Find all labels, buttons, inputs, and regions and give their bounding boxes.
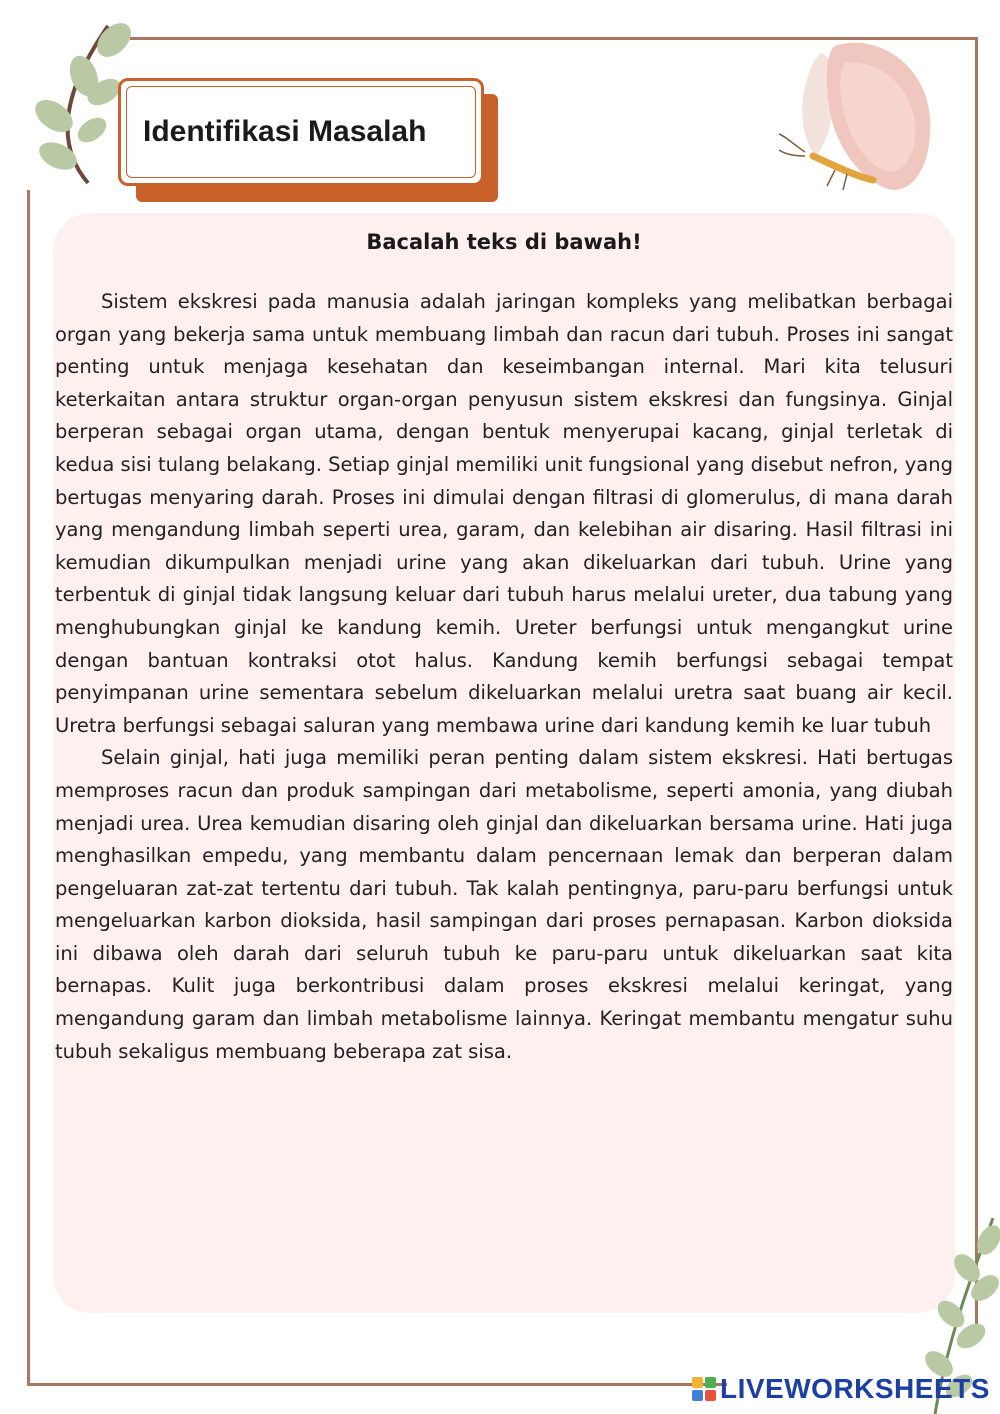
leaf-branch-icon (18, 18, 133, 188)
paragraph-2: Selain ginjal, hati juga memiliki peran penting dalam sistem ekskresi. Hati bertugas memproses racun dan produk sampingan dari metabolisme, seperti amonia, yang diubah menjadi urea. Urea kemudian disaring oleh ginjal dan dikeluarkan bersama urine. Hati juga menghasilkan empedu, yang membantu dalam pencernaan lemak dan berperan dalam pengeluaran zat-zat tertentu dari tubuh. Tak kalah pentingnya, paru-paru berfungsi untuk mengeluarkan karbon dioksida, hasil sampingan dari proses pernapasan. Karbon dioksida ini dibawa oleh darah dari seluruh tubuh ke paru-paru untuk dikeluarkan saat kita bernapas. Kulit juga berkontribusi dalam proses ekskresi melalui keringat, yang mengandung garam dan limbah metabolisme lainnya. Keringat membantu mengatur suhu tubuh sekaligus membuang beberapa zat sisa. (55, 746, 953, 1063)
frame-line-right (975, 37, 978, 1337)
page-title: Identifikasi Masalah (126, 86, 476, 178)
butterfly-icon (775, 38, 955, 208)
brand-text: LIVEWORKSHEETS (720, 1373, 990, 1404)
reading-heading: Bacalah teks di bawah! (366, 230, 642, 254)
frame-line-bottom (27, 1383, 727, 1386)
reading-text (55, 286, 953, 1068)
frame-line-left (27, 190, 30, 1385)
liveworksheets-logo (692, 1374, 990, 1404)
logo-blocks-icon (692, 1377, 716, 1401)
paragraph-1: Sistem ekskresi pada manusia adalah jaringan kompleks yang melibatkan berbagai organ yang bekerja sama untuk membuang limbah dan racun dari tubuh. Proses ini sangat penting untuk menjaga kesehatan dan keseimbangan internal. Mari kita telusuri keterkaitan antara struktur organ-organ penyusun sistem ekskresi dan fungsinya. Ginjal berperan sebagai organ utama, dengan bentuk menyerupai kacang, ginjal terletak di kedua sisi tulang belakang. Setiap ginjal memiliki unit fungsional yang disebut nefron, yang bertugas menyaring darah. Proses ini dimulai dengan filtrasi di glomerulus, di mana darah yang mengandung limbah seperti urea, garam, dan kelebihan air disaring. Hasil filtrasi ini kemudian dikumpulkan menjadi urine yang akan dikeluarkan dari tubuh. Urine yang terbentuk di ginjal tidak langsung keluar dari tubuh harus melalui ureter, dua tabung yang menghubungkan ginjal ke kandung kemih. Ureter berfungsi untuk mengangkut urine dengan bantuan kontraksi otot halus. Kandung kemih berfungsi sebagai tempat penyimpanan urine sementara sebelum dikeluarkan melalui uretra saat buang air kecil. Uretra berfungsi sebagai saluran yang membawa urine dari kandung kemih ke luar tubuh (55, 290, 953, 737)
